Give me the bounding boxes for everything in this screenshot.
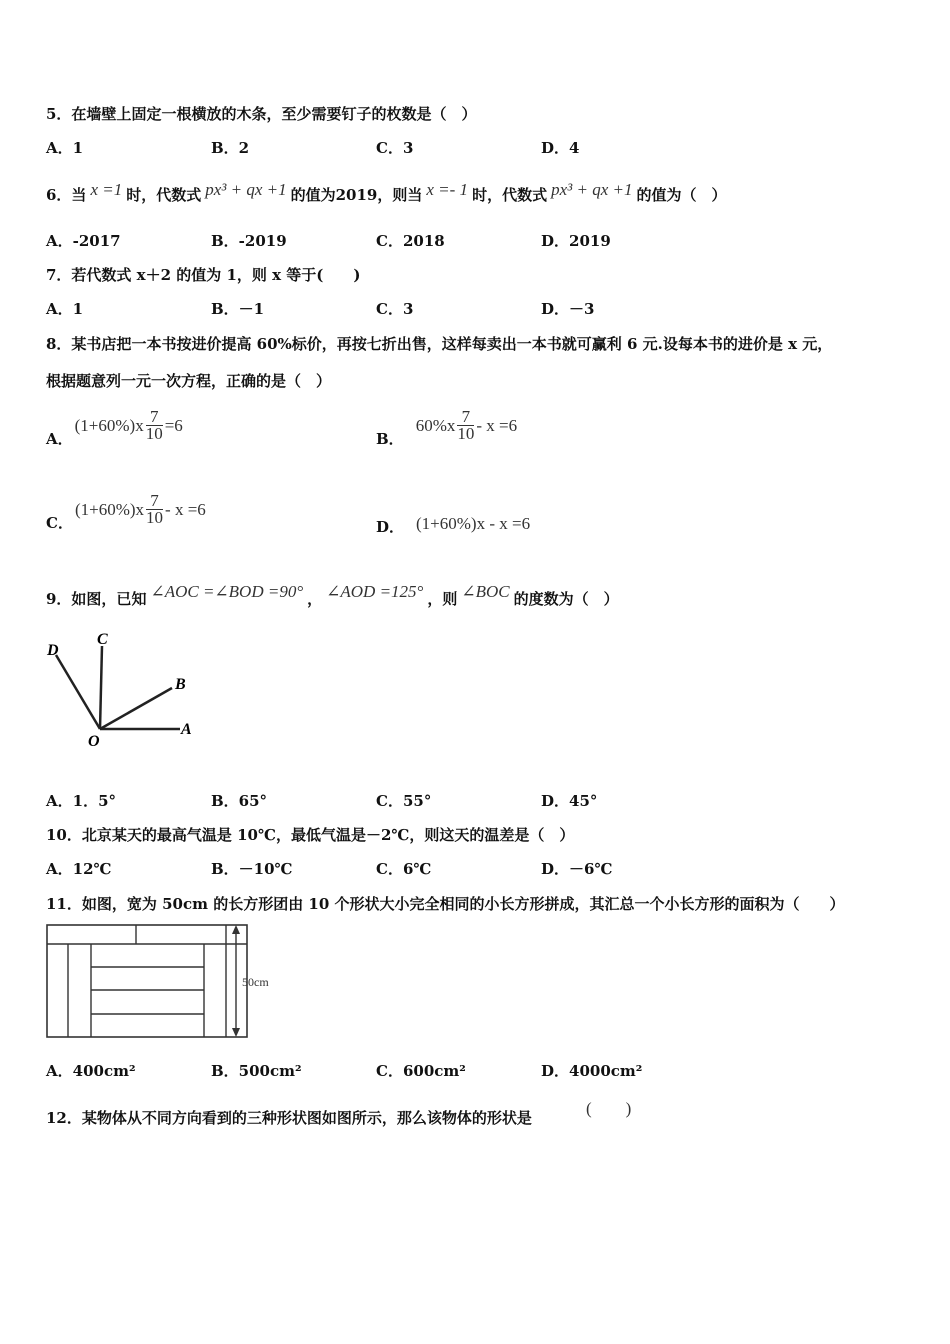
q8-option-b-right: - x =6	[476, 415, 518, 435]
q6-suffix: 的值为（ ）	[636, 186, 727, 204]
q8-option-c-right: - x =6	[165, 499, 206, 519]
q9-stem	[46, 574, 619, 609]
q6-cond2: x =- 1	[426, 179, 469, 199]
q6-prefix: 6．当	[46, 186, 87, 204]
q8-option-a-left: (1+60%)x	[74, 415, 144, 435]
label-o: O	[88, 733, 100, 750]
q10-option-d: D．－6℃	[541, 860, 613, 878]
q9-target: ∠BOC	[461, 581, 510, 601]
q10-option-b: B．－10℃	[211, 860, 293, 878]
q7-option-d: D．－3	[541, 300, 595, 318]
q5-option-d: D．4	[541, 139, 580, 157]
q5-option-b: B．2	[211, 139, 250, 157]
q11-stem: 11．如图，宽为 50cm 的长方形团由 10 个形状大小完全相同的小长方形拼成，其汇总一个小长方形的面积为（ ）	[46, 895, 845, 913]
label-c: C	[97, 631, 108, 648]
q10-stem: 10．北京某天的最高气温是 10℃，最低气温是－2℃，则这天的温差是（ ）	[46, 826, 575, 844]
q9-cond1: ∠AOC =∠BOD =90°	[150, 581, 304, 601]
q8-option-b-frac-den: 10	[457, 424, 475, 443]
q6-expr1: px³ + qx +1	[205, 179, 287, 199]
q7-option-b: B．－1	[211, 300, 265, 318]
q9-prefix: 9．如图，已知	[46, 590, 147, 608]
q9-option-d: D．45°	[541, 792, 598, 810]
q6-mid3: 时，代数式	[472, 186, 548, 204]
q5-option-c: C．3	[376, 139, 414, 157]
q6-option-c: C．2018	[376, 232, 445, 250]
q8-option-c-left: (1+60%)x	[74, 499, 145, 519]
q10-option-a: A．12℃	[46, 860, 112, 878]
q9-option-a: A．1．5°	[46, 792, 117, 810]
q8-option-c-frac-num: 7	[146, 493, 163, 510]
q11-option-c: C．600cm²	[376, 1062, 466, 1080]
q9-option-b: B．65°	[211, 792, 268, 810]
ray-od	[56, 655, 100, 729]
q9-mid: ，则	[427, 590, 458, 608]
q11-option-d: D．4000cm²	[541, 1062, 643, 1080]
q11-option-b: B．500cm²	[211, 1062, 302, 1080]
q8-option-c	[46, 486, 206, 533]
q6-stem	[46, 174, 726, 205]
q8-stem-line1: 8．某书店把一本书按进价提高 60%标价，再按七折出售，这样每卖出一本书就可赢利 6 元.设每本书的进价是 x 元，	[46, 335, 833, 353]
q8-option-c-fraction	[146, 493, 163, 526]
q8-option-a-frac-den: 10	[145, 424, 163, 443]
q9-sep: ，	[307, 590, 323, 608]
q6-mid1: 时，代数式	[126, 186, 202, 204]
label-a: A	[181, 721, 192, 738]
q6-expr2: px³ + qx +1	[551, 179, 633, 199]
q8-option-d-expr: (1+60%)x - x =6	[416, 513, 531, 533]
q9-suffix: 的度数为（ ）	[513, 590, 619, 608]
q11-rectangle-figure	[46, 924, 286, 1040]
q9-angle-figure	[44, 628, 204, 752]
q7-stem: 7．若代数式 x＋2 的值为 1，则 x 等于( )	[46, 266, 361, 284]
q8-option-d-label: D．	[376, 518, 405, 536]
q12-stem: 12．某物体从不同方向看到的三种形状图如图所示，那么该物体的形状是	[46, 1109, 532, 1127]
label-b: B	[175, 676, 186, 693]
q6-mid2: 的值为2019，则当	[290, 186, 423, 204]
q8-option-b	[376, 402, 517, 449]
q9-option-c: C．55°	[376, 792, 432, 810]
q8-option-c-frac-den: 10	[146, 508, 164, 527]
outer-rectangle	[47, 925, 247, 1037]
label-d: D	[47, 642, 59, 659]
q5-option-a: A．1	[46, 139, 84, 157]
q8-stem-line2: 根据题意列一元一次方程，正确的是（ ）	[46, 372, 332, 390]
ray-oc	[100, 646, 102, 729]
q8-option-b-frac-num: 7	[457, 409, 474, 426]
q9-cond2: ∠AOD =125°	[326, 581, 424, 601]
q10-option-c: C．6℃	[376, 860, 432, 878]
q8-option-a-right: =6	[164, 415, 183, 435]
q6-option-d: D．2019	[541, 232, 611, 250]
q5-stem: 5．在墙壁上固定一根横放的木条，至少需要钉子的枚数是（ ）	[46, 105, 477, 123]
q6-option-a: A．-2017	[46, 232, 121, 250]
q6-option-b: B．-2019	[211, 232, 287, 250]
q12-paren: ( )	[586, 1099, 632, 1118]
q8-option-a-frac-num: 7	[146, 409, 163, 426]
q8-option-b-label: B．	[376, 430, 404, 448]
q8-option-d	[376, 510, 530, 537]
height-label: 50cm	[242, 975, 269, 989]
q7-option-a: A．1	[46, 300, 84, 318]
q6-cond1: x =1	[90, 179, 123, 199]
q8-option-b-fraction	[457, 409, 474, 442]
q8-option-a-fraction	[146, 409, 163, 442]
q7-option-c: C．3	[376, 300, 414, 318]
q8-option-a	[46, 402, 183, 449]
q8-option-b-left: 60%x	[415, 415, 456, 435]
ray-ob	[100, 688, 172, 729]
q8-option-a-label: A．	[46, 430, 73, 448]
q11-option-a: A．400cm²	[46, 1062, 136, 1080]
q8-option-c-label: C．	[46, 514, 73, 532]
